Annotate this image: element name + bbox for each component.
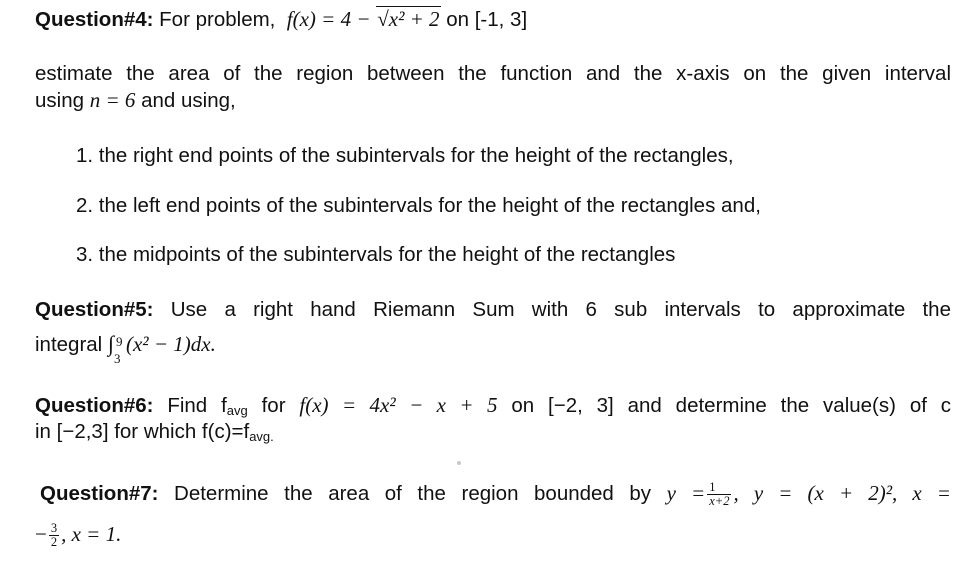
q7-line2 xyxy=(35,521,121,549)
q7-y-eq: y = xyxy=(666,481,706,505)
q6-text-a: Find f xyxy=(153,394,227,417)
q7-minus: − xyxy=(35,522,47,546)
q6-line2-text: in [−2,3] for which f(c)=f xyxy=(35,420,250,443)
q6-text-c: on [−2, 3] and determine the value(s) of c xyxy=(497,394,952,417)
q4-function: f(x) = 4 − xyxy=(286,7,371,31)
q4-line3 xyxy=(35,87,236,114)
stray-dot xyxy=(457,461,461,465)
q4-line1 xyxy=(35,6,527,33)
q5-label: Question#5: xyxy=(35,298,154,321)
q5-line2 xyxy=(35,331,216,366)
q4-interval: on [-1, 3] xyxy=(440,8,528,31)
q6-line2 xyxy=(35,419,274,450)
q6-line2-sub: avg. xyxy=(249,429,274,444)
q4-line3-b: and using, xyxy=(135,89,236,112)
q7-fraction xyxy=(707,481,731,508)
q7-frac-num: 1 xyxy=(707,481,731,495)
q4-line3-a: using xyxy=(35,89,85,112)
q5-integral-sign: ∫ xyxy=(107,331,114,356)
q4-intro: For problem, xyxy=(153,8,276,31)
q5-text: Use a right hand Riemann Sum with 6 sub intervals to approximate the xyxy=(153,298,951,321)
q7-text-a: Determine the area of the region bounded by xyxy=(158,482,652,505)
q6-function: f(x) = 4x² − x + 5 xyxy=(299,393,498,417)
q7-line1 xyxy=(40,480,951,508)
q7-line2-rest: , x = 1. xyxy=(61,522,122,546)
q7-rest: , y = (x + 2)², x = xyxy=(733,481,951,505)
q4-label: Question#4: xyxy=(35,8,154,31)
q7-frac-den: x+2 xyxy=(709,494,730,509)
q7-frac2-num: 3 xyxy=(50,521,58,536)
q6-label: Question#6: xyxy=(35,394,154,417)
q5-lower-limit: 3 xyxy=(113,350,121,366)
q5-line1 xyxy=(35,297,951,323)
q4-item-2: 2. the left end points of the subintervals for the height of the rectangles and, xyxy=(76,194,761,217)
q7-label: Question#7: xyxy=(40,482,159,505)
q4-line2: estimate the area of the region between the function and the x-axis on the given interval xyxy=(35,62,951,85)
q6-avg-sub: avg xyxy=(226,403,248,418)
q4-item-3: 3. the midpoints of the subintervals for the height of the rectangles xyxy=(76,243,676,266)
q7-frac2-den: 2 xyxy=(50,535,58,550)
q4-radicand: √x² + 2 xyxy=(377,7,440,31)
q5-limits xyxy=(113,333,126,366)
q4-item-1: 1. the right end points of the subintervals for the height of the rectangles, xyxy=(76,144,734,167)
q4-n-value: n = 6 xyxy=(89,88,136,112)
q6-text-b: for xyxy=(247,394,286,417)
q7-fraction-2 xyxy=(49,522,59,549)
q5-integrand: (x² − 1)dx. xyxy=(125,332,216,356)
q5-integral-word: integral xyxy=(35,333,103,356)
q5-upper-limit: 9 xyxy=(115,333,123,349)
